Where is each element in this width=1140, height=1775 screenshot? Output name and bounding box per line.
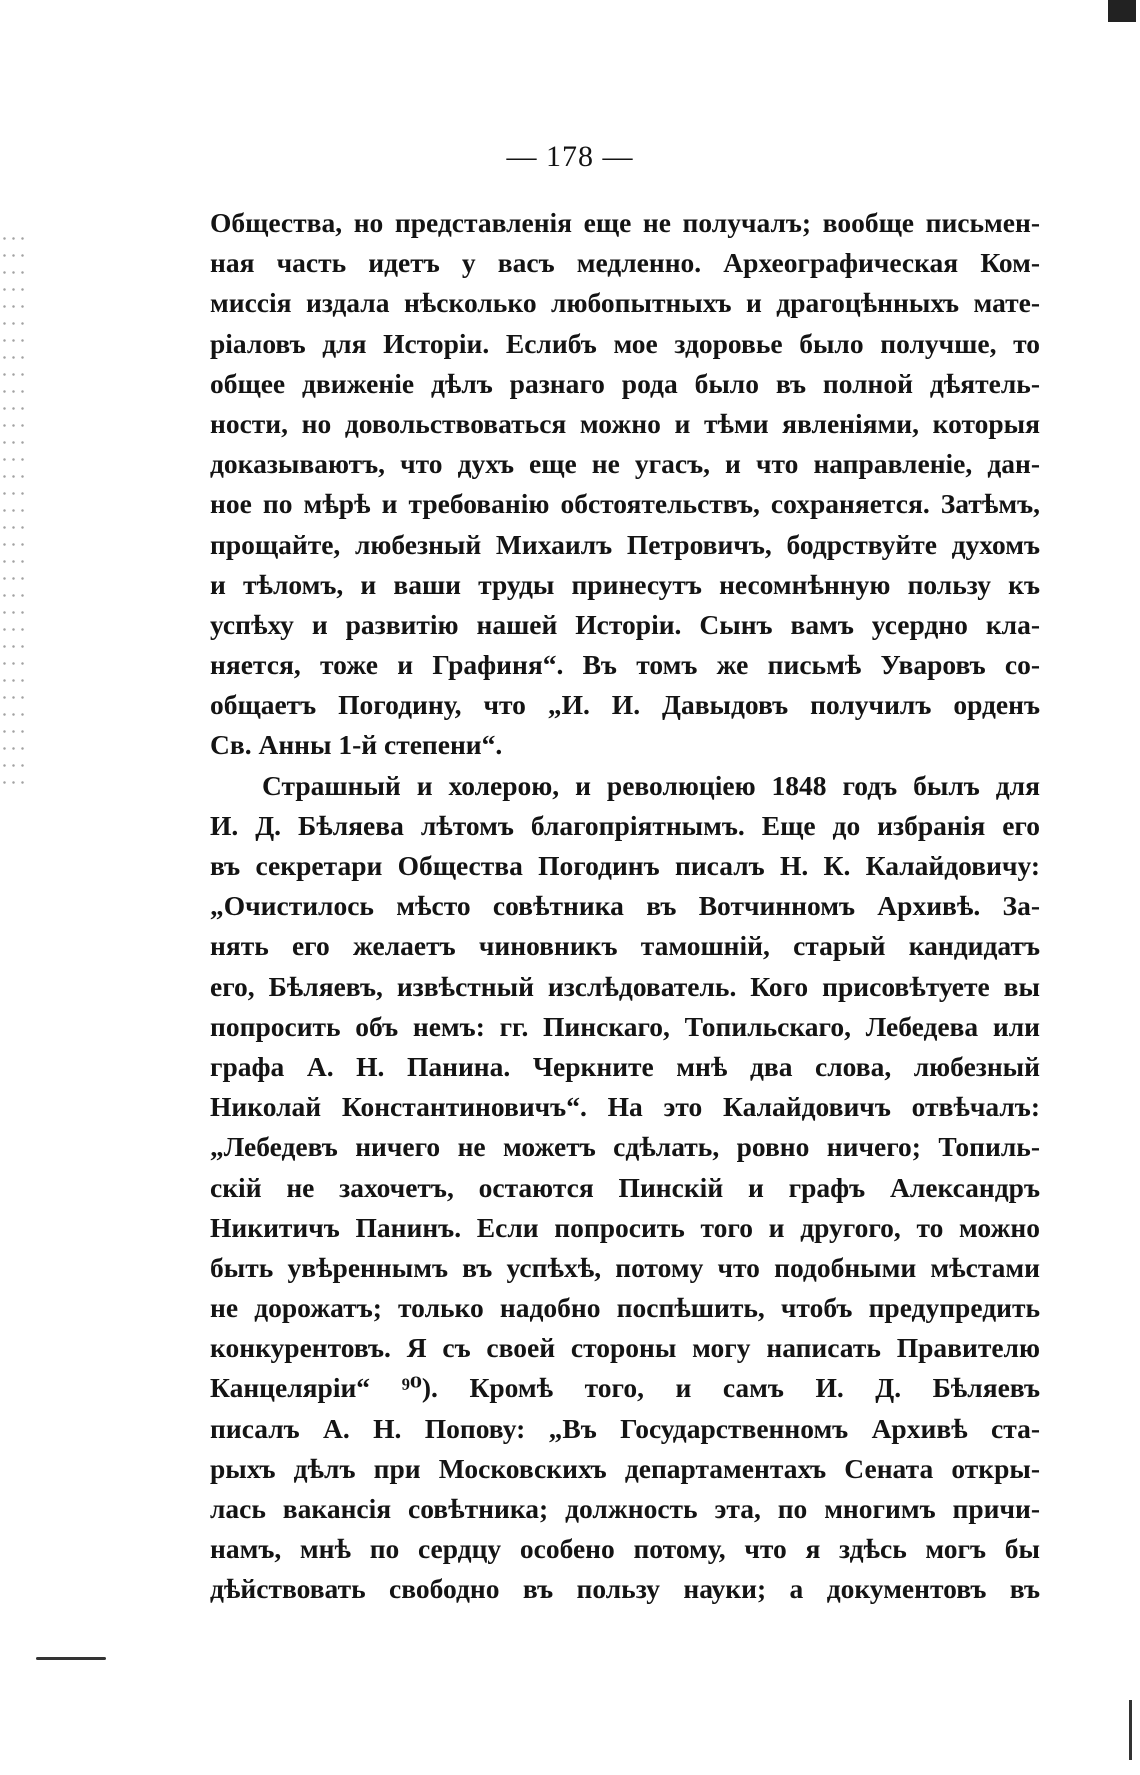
text-line: конкурентовъ. Я съ своей стороны могу написать Правителю [210,1332,1040,1364]
paragraph-start-line: Страшный и холерою, и революціею 1848 годъ былъ для [262,769,1040,801]
text-line: прощайте, любезный Михаилъ Петровичъ, бодрствуйте духомъ [210,528,1040,560]
text-line: общаетъ Погодину, что „И. И. Давыдовъ получилъ орденъ [210,689,1040,721]
text-line: ное по мѣрѣ и требованію обстоятельствъ, сохраняется. Затѣмъ, [210,488,1040,520]
text-line: скій не захочетъ, остаются Пинскій и графъ Александръ [210,1171,1040,1203]
edge-ink-mark [1121,1700,1132,1760]
text-line: „Очистилось мѣсто совѣтника въ Вотчинномъ Архивѣ. За- [210,890,1040,922]
text-line: Общества, но представленія еще не получалъ; вообще письмен- [210,207,1040,238]
text-line: общее движеніе дѣлъ разнаго рода было въ полной дѣятель- [210,367,1040,399]
text-line: не дорожатъ; только надобно поспѣшить, чтобъ предупредить [210,1292,1040,1324]
text-line: его, Бѣляевъ, извѣстный изслѣдователь. Кого присовѣтуете вы [210,970,1040,1002]
text-line: ности, но довольствоваться можно и тѣми явленіями, которыя [210,407,1040,439]
text-line: въ секретари Общества Погодинъ писалъ Н. К. Калайдовичу: [210,850,1040,881]
corner-ink-mark [1108,0,1136,22]
text-line: лась вакансія совѣтника; должность эта, по многимъ причи- [210,1493,1040,1524]
text-line: И. Д. Бѣляева лѣтомъ благопріятнымъ. Еще до избранія его [210,809,1040,841]
text-line: ріаловъ для Исторіи. Еслибъ мое здоровье было получше, то [210,327,1040,359]
paragraph-end-line: Св. Анны 1-й степени“. [210,729,503,761]
text-line: дѣйствовать свободно въ пользу науки; а документовъ въ [210,1573,1040,1605]
text-line: Канцеляріи“ ⁹⁰). Кромѣ того, и самъ И. Д. Бѣляевъ [210,1372,1040,1404]
text-line: рыхъ дѣлъ при Московскихъ департаментахъ Сената откры- [210,1452,1040,1484]
text-line: „Лебедевъ ничего не можетъ сдѣлать, ровно ничего; Топиль- [210,1131,1040,1163]
text-line: ная часть идетъ у васъ медленно. Археографическая Ком- [210,247,1040,279]
ink-smudge [36,1657,106,1660]
text-line: нять его желаетъ чиновникъ тамошній, старый кандидатъ [210,930,1040,962]
text-line: Николай Константиновичъ“. На это Калайдовичъ отвѣчалъ: [210,1091,1040,1123]
text-line: писалъ А. Н. Попову: „Въ Государственномъ Архивѣ ста- [210,1412,1040,1444]
text-line: графа А. Н. Панина. Черкните мнѣ два слова, любезный [210,1050,1040,1082]
body-text [210,203,1040,1610]
page-number: — 178 — [506,140,634,173]
text-line: успѣху и развитію нашей Исторіи. Сынъ вамъ усердно кла- [210,608,1040,640]
text-line: Никитичъ Панинъ. Если попросить того и другого, то можно [210,1211,1040,1243]
text-line: няется, тоже и Графиня“. Въ томъ же письмѣ Уваровъ со- [210,649,1040,681]
text-line: миссія издала нѣсколько любопытныхъ и драгоцѣнныхъ мате- [210,287,1040,319]
margin-specks [0,230,28,790]
text-line: и тѣломъ, и ваши труды принесутъ несомнѣнную пользу къ [210,568,1040,600]
text-line: доказываютъ, что духъ еще не угасъ, и что направленіе, дан- [210,448,1040,480]
text-line: быть увѣреннымъ въ успѣхѣ, потому что подобными мѣстами [210,1251,1040,1283]
text-line: намъ, мнѣ по сердцу особено потому, что я здѣсь могъ бы [210,1533,1040,1565]
text-line: попросить объ немъ: гг. Пинскаго, Топильскаго, Лебедева или [210,1010,1040,1042]
